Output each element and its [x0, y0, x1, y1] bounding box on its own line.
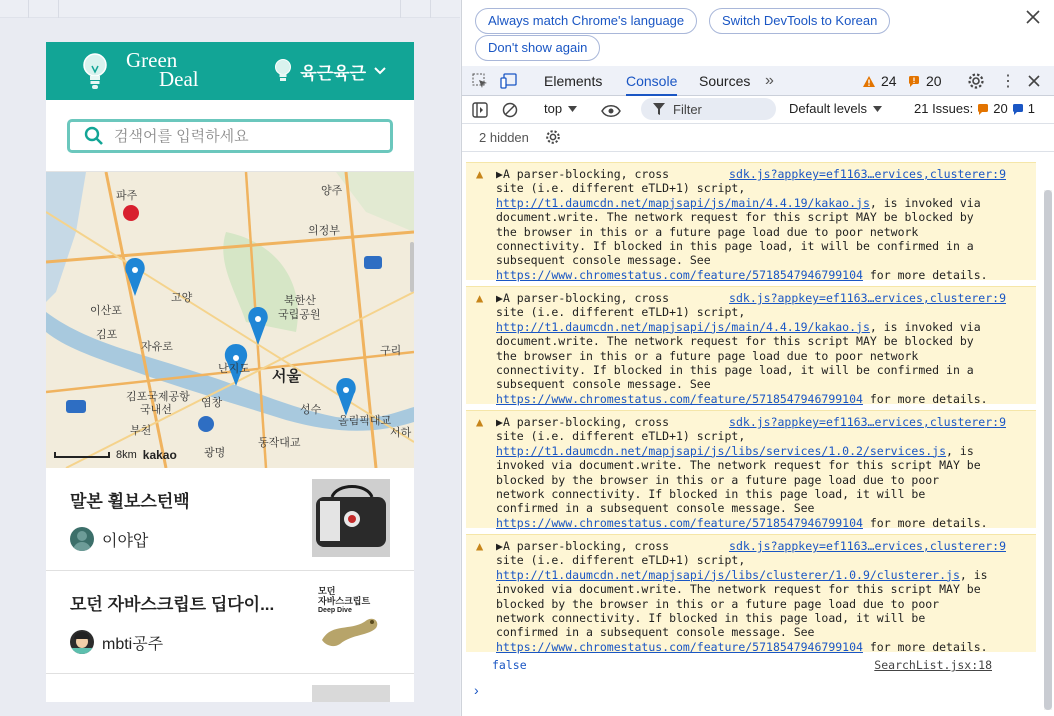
- message-line: , is invoked via: [869, 195, 981, 210]
- seller-name: mbti공주: [102, 635, 164, 653]
- chromestatus-link[interactable]: https://www.chromestatus.com/feature/5718547946799104: [496, 515, 863, 530]
- item-thumbnail: [312, 479, 390, 557]
- console-scrollbar[interactable]: [1044, 190, 1052, 710]
- map-label: 광명: [204, 447, 226, 459]
- issue-flag-icon: [977, 103, 989, 115]
- map-label: 이산포: [90, 305, 122, 317]
- map-label: 국내선: [140, 404, 172, 416]
- chromestatus-link[interactable]: https://www.chromestatus.com/feature/5718547946799104: [496, 639, 863, 654]
- settings-gear-icon[interactable]: [967, 72, 985, 90]
- list-item[interactable]: [46, 571, 414, 674]
- message-line: site (i.e. different eTLD+1) script,: [496, 553, 746, 568]
- message-line: network connectivity. If blocked in this page load, it will be: [496, 611, 926, 626]
- inspect-element-icon[interactable]: [472, 73, 488, 89]
- message-line: network connectivity. If blocked in this page load, it will be: [496, 487, 926, 502]
- message-line: , is: [959, 567, 988, 582]
- match-language-button[interactable]: Always match Chrome's language: [475, 8, 697, 34]
- message-text: [496, 268, 1036, 282]
- message-line: subsequent console message. See: [496, 253, 711, 268]
- map-label: 난지도: [218, 363, 250, 375]
- message-text: [496, 516, 1036, 530]
- script-url-link[interactable]: http://t1.daumcdn.net/mapjsapi/js/main/4.4.19/kakao.js: [496, 195, 870, 210]
- message-line: site (i.e. different eTLD+1) script,: [496, 181, 746, 196]
- map-label: 구리: [380, 345, 402, 357]
- book-title-line: 자바스크립트: [318, 596, 371, 606]
- context-selector[interactable]: [544, 101, 577, 116]
- search-section: [46, 100, 414, 172]
- search-input[interactable]: [114, 128, 374, 145]
- map-brand-logo: kakao: [142, 448, 177, 462]
- chromestatus-link[interactable]: https://www.chromestatus.com/feature/5718547946799104: [496, 391, 863, 406]
- message-source-link[interactable]: sdk.js?appkey=ef1163…ervices,clusterer:9: [729, 291, 1006, 305]
- info-message-icon: [1012, 103, 1024, 115]
- user-bulb-icon: [274, 58, 292, 84]
- filter-placeholder: Filter: [673, 101, 702, 117]
- warning-count[interactable]: 24: [881, 73, 897, 89]
- search-box: [67, 119, 393, 153]
- item-list: [46, 468, 414, 702]
- map-label: 염창: [201, 397, 223, 409]
- message-text: [496, 444, 1036, 458]
- message-text: [496, 392, 1036, 406]
- log-source-link[interactable]: SearchList.jsx:18: [874, 658, 992, 672]
- book-title-line: 모던: [318, 586, 336, 596]
- warning-icon: ▲: [476, 415, 484, 429]
- clear-console-icon[interactable]: [502, 102, 518, 118]
- log-value-false: false: [492, 658, 527, 672]
- console-warning: [466, 162, 1036, 280]
- map-label: 파주: [116, 190, 138, 202]
- message-source-link[interactable]: sdk.js?appkey=ef1163…ervices,clusterer:9: [729, 539, 1006, 553]
- warning-icon: ▲: [476, 539, 484, 553]
- expand-triangle-icon[interactable]: ▶: [496, 539, 503, 553]
- map-label: 부천: [130, 425, 152, 437]
- message-line: , is invoked via: [869, 319, 981, 334]
- map-scale-label: 8km: [116, 449, 137, 461]
- console-output: [462, 156, 1040, 716]
- issues-button[interactable]: [914, 101, 1035, 116]
- message-line: connectivity. If blocked in this page load, it will be confirmed in a: [496, 363, 974, 378]
- script-url-link[interactable]: http://t1.daumcdn.net/mapjsapi/js/main/4.4.19/kakao.js: [496, 319, 870, 334]
- message-text: [496, 640, 1036, 654]
- message-text: [496, 320, 1036, 334]
- message-line: for more details.: [862, 639, 988, 654]
- user-menu[interactable]: [274, 58, 386, 84]
- message-line: for more details.: [862, 515, 988, 530]
- sidebar-toggle-icon[interactable]: [472, 102, 488, 118]
- map-label: 김포: [96, 329, 118, 341]
- username: 육근육근: [300, 63, 366, 83]
- search-icon[interactable]: [84, 126, 104, 146]
- message-source-link[interactable]: sdk.js?appkey=ef1163…ervices,clusterer:9: [729, 167, 1006, 181]
- issues-warn-count: 20: [993, 101, 1008, 116]
- message-line: the browser in this or a future page load due to poor network: [496, 224, 919, 239]
- item-title: 말본 휠보스턴백: [70, 492, 190, 511]
- app-viewport: [0, 0, 460, 716]
- map-label: 양주: [321, 185, 343, 197]
- message-source-link[interactable]: sdk.js?appkey=ef1163…ervices,clusterer:9: [729, 415, 1006, 429]
- map-label: 김포국제공항: [126, 391, 190, 403]
- tab-console[interactable]: Console: [626, 66, 677, 96]
- message-line: document.write. The network request for this script MAY be blocked by: [496, 210, 974, 225]
- more-tabs-icon[interactable]: »: [765, 72, 774, 89]
- devtools-panel: [461, 0, 1054, 716]
- list-item[interactable]: [46, 468, 414, 571]
- map-view[interactable]: [46, 172, 414, 468]
- avatar: [70, 527, 94, 551]
- message-line: blocked by the browser in this or a future page load due to poor: [496, 596, 940, 611]
- scrollbar-thumb[interactable]: [1044, 190, 1052, 710]
- expand-triangle-icon[interactable]: ▶: [496, 167, 503, 181]
- dropdown-arrow-icon: [568, 106, 577, 112]
- map-label: 성수: [300, 404, 322, 416]
- message-line: site (i.e. different eTLD+1) script,: [496, 305, 746, 320]
- eye-icon[interactable]: [601, 104, 621, 118]
- tab-sources[interactable]: Sources: [699, 73, 751, 89]
- message-line: , is: [946, 443, 974, 458]
- seller-name: 이야압: [102, 532, 149, 550]
- message-line: A parser-blocking, cross: [502, 167, 670, 181]
- context-value: top: [544, 101, 563, 116]
- message-line: A parser-blocking, cross: [502, 539, 670, 553]
- message-line: connectivity. If blocked in this page load, it will be confirmed in a: [496, 239, 974, 254]
- chromestatus-link[interactable]: https://www.chromestatus.com/feature/5718547946799104: [496, 267, 863, 282]
- message-line: invoked via document.write. The network request for this script MAY be: [496, 458, 981, 473]
- issues-info-count: 1: [1027, 101, 1035, 116]
- map-label: 북한산: [284, 295, 316, 307]
- console-toolbar-secondary: [462, 124, 1054, 152]
- script-url-link[interactable]: http://t1.daumcdn.net/mapjsapi/js/libs/clusterer/1.0.9/clusterer.js: [496, 567, 960, 582]
- console-warning: [466, 286, 1036, 404]
- close-devtools-icon[interactable]: [1028, 75, 1040, 87]
- item-thumbnail: [312, 582, 390, 660]
- console-warning: [466, 410, 1036, 528]
- message-line: invoked via document.write. The network request for this script MAY be: [496, 582, 981, 597]
- log-levels-dropdown[interactable]: [789, 101, 882, 116]
- avatar: [70, 630, 94, 654]
- hidden-count: 2 hidden: [479, 130, 529, 145]
- message-line: blocked by the browser in this or a future page load due to poor: [496, 472, 940, 487]
- map-city-label: 서울: [272, 368, 301, 385]
- logo-line-2: Deal: [159, 67, 199, 91]
- map-label: 올림픽대교: [338, 415, 392, 427]
- filter-field[interactable]: [641, 98, 776, 120]
- map-label: 국립공원: [278, 309, 321, 321]
- message-line: for more details.: [862, 267, 988, 282]
- dropdown-arrow-icon: [873, 106, 882, 112]
- message-line: subsequent console message. See: [496, 377, 711, 392]
- list-item[interactable]: [46, 674, 414, 702]
- tab-elements[interactable]: Elements: [544, 73, 603, 89]
- dont-show-again-button[interactable]: Don't show again: [475, 35, 600, 61]
- issue-flag-icon: [908, 75, 920, 87]
- map-label: 동작대교: [258, 437, 301, 449]
- message-line: document.write. The network request for this script MAY be blocked by: [496, 334, 974, 349]
- item-title: 모던 자바스크립트 딥다이...: [70, 595, 275, 614]
- console-toolbar: [462, 96, 1054, 124]
- book-title-line: Deep Dive: [318, 607, 352, 614]
- app-frame: [46, 42, 414, 702]
- map-scale-bar: [54, 452, 110, 458]
- map-label: 자유로: [141, 341, 173, 353]
- chevron-down-icon: [374, 67, 386, 75]
- kebab-menu-icon[interactable]: ⋮: [1000, 73, 1016, 90]
- message-line: A parser-blocking, cross: [502, 291, 670, 305]
- item-thumbnail: [312, 685, 390, 702]
- map-label: 고양: [171, 292, 193, 304]
- console-settings-gear-icon[interactable]: [545, 129, 561, 145]
- message-line: the browser in this or a future page load due to poor network: [496, 348, 919, 363]
- expand-triangle-icon[interactable]: ▶: [496, 291, 503, 305]
- message-line: confirmed in a subsequent console message. See: [496, 501, 815, 516]
- map-label: 의정부: [308, 225, 340, 237]
- message-line: A parser-blocking, cross: [502, 415, 670, 429]
- switch-korean-button[interactable]: Switch DevTools to Korean: [709, 8, 890, 34]
- logo-line-1: Green: [126, 48, 178, 72]
- warning-icon: ▲: [476, 291, 484, 305]
- issue-count[interactable]: 20: [926, 73, 942, 89]
- app-logo-text[interactable]: [126, 48, 199, 91]
- map-footer: [54, 448, 177, 462]
- issues-label: 21 Issues:: [914, 101, 974, 116]
- message-line: site (i.e. different eTLD+1) script,: [496, 429, 746, 444]
- device-toolbar-icon[interactable]: [500, 73, 518, 89]
- viewport-top-strip: [0, 0, 460, 18]
- console-warning: [466, 534, 1036, 652]
- warning-icon: [862, 75, 876, 88]
- app-header: [46, 42, 414, 100]
- close-icon[interactable]: [1026, 10, 1040, 24]
- console-prompt-icon[interactable]: ›: [474, 682, 479, 698]
- filter-funnel-icon: [653, 103, 665, 115]
- lightbulb-logo-icon: [82, 52, 108, 92]
- item-seller: [70, 630, 163, 654]
- message-line: for more details.: [862, 391, 988, 406]
- warning-icon: ▲: [476, 167, 484, 181]
- item-seller: [70, 527, 148, 551]
- log-levels-label: Default levels: [789, 101, 868, 116]
- devtools-tabbar: [462, 66, 1054, 96]
- expand-triangle-icon[interactable]: ▶: [496, 415, 503, 429]
- script-url-link[interactable]: http://t1.daumcdn.net/mapjsapi/js/libs/services/1.0.2/services.js: [496, 443, 947, 458]
- language-infobar: [462, 0, 1054, 66]
- list-scrollbar[interactable]: [410, 242, 414, 292]
- map-label: 서하: [390, 427, 412, 439]
- message-line: confirmed in a subsequent console message. See: [496, 625, 815, 640]
- message-text: [496, 196, 1036, 210]
- message-text: [496, 568, 1036, 582]
